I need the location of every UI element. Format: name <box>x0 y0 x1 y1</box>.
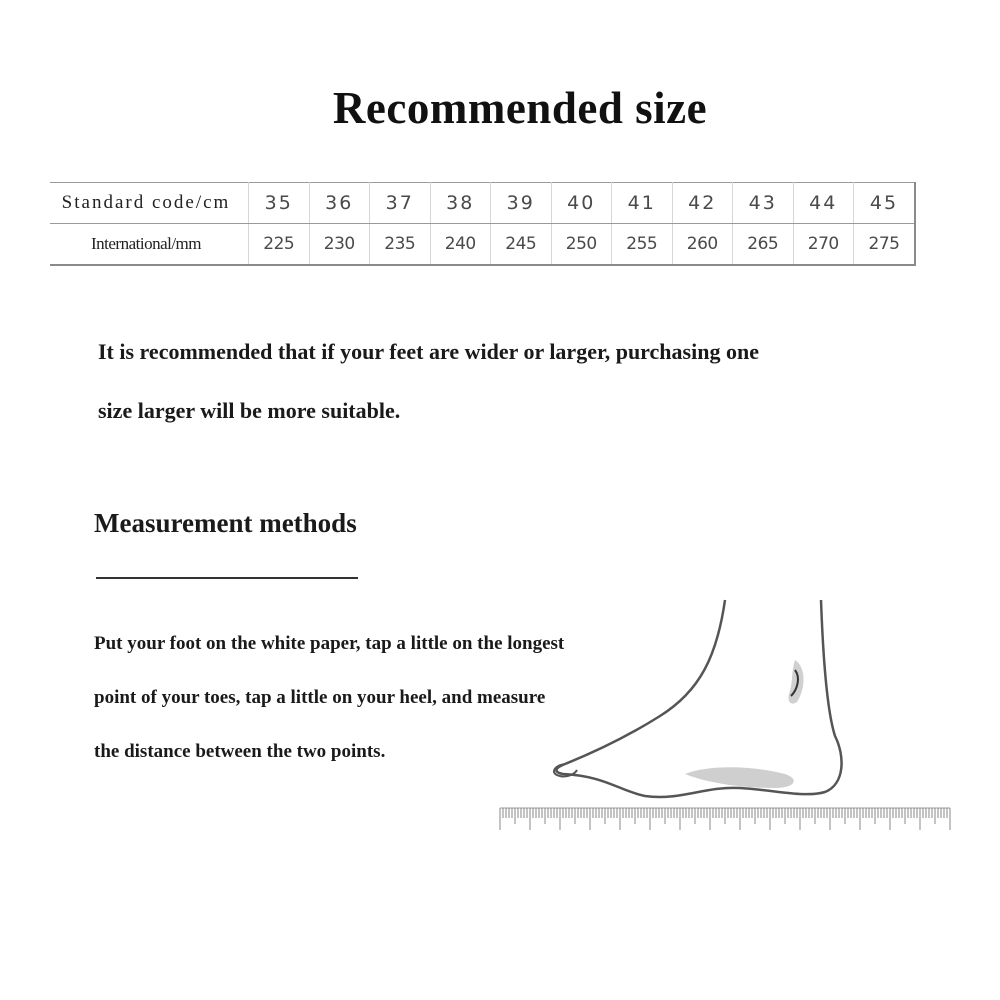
table-cell: 43 <box>733 183 794 224</box>
size-chart-table <box>50 182 916 266</box>
table-cell: 41 <box>612 183 673 224</box>
table-cell: 39 <box>491 183 552 224</box>
table-cell: 260 <box>672 224 733 266</box>
table-cell: 45 <box>854 183 916 224</box>
table-cell: 255 <box>612 224 673 266</box>
recommendation-line: size larger will be more suitable. <box>98 398 401 423</box>
table-cell: 44 <box>793 183 854 224</box>
table-cell: 36 <box>309 183 370 224</box>
table-cell: 38 <box>430 183 491 224</box>
measurement-heading: Measurement methods <box>94 508 357 538</box>
heading-underline <box>96 577 358 579</box>
table-cell: 35 <box>249 183 310 224</box>
recommendation-line: It is recommended that if your feet are wider or larger, purchasing one <box>98 339 759 364</box>
row-label: International/mm <box>90 234 202 253</box>
ruler-ticks <box>500 808 950 830</box>
table-cell: 240 <box>430 224 491 266</box>
instruction-line: the distance between the two points. <box>94 741 386 762</box>
table-cell: 40 <box>551 183 612 224</box>
heel-marker <box>788 660 803 704</box>
table-row <box>50 183 915 224</box>
table-cell: 270 <box>793 224 854 266</box>
table-cell: 250 <box>551 224 612 266</box>
instruction-line: point of your toes, tap a little on your heel, and measure <box>94 687 546 708</box>
table-cell: 235 <box>370 224 431 266</box>
table-row <box>50 224 915 266</box>
table-cell: 225 <box>249 224 310 266</box>
table-cell: 37 <box>370 183 431 224</box>
instruction-line: Put your foot on the white paper, tap a little on the longest <box>94 633 565 654</box>
page-title: Recommended size <box>332 83 708 133</box>
table-cell: 275 <box>854 224 916 266</box>
row-label: Standard code/cm <box>50 183 249 224</box>
recommendation-text <box>98 322 918 440</box>
arch-shading <box>685 767 794 788</box>
table-cell: 42 <box>672 183 733 224</box>
table-cell: 265 <box>733 224 794 266</box>
foot-on-ruler-icon <box>495 596 955 846</box>
table-cell: 245 <box>491 224 552 266</box>
table-cell: 230 <box>309 224 370 266</box>
